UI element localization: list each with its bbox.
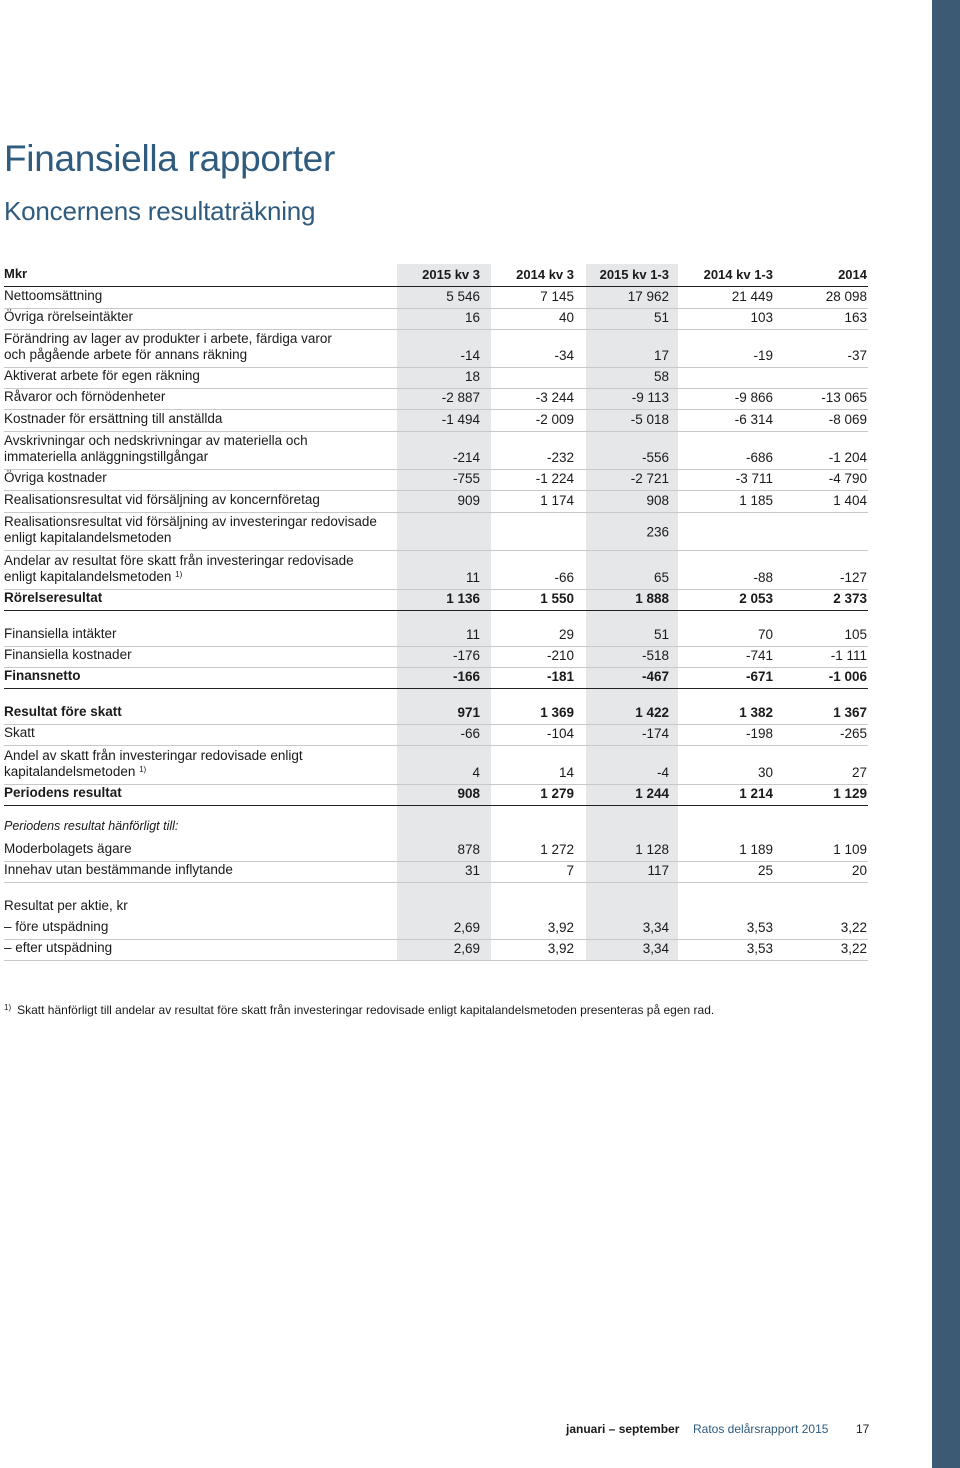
cell: -1 006 — [828, 669, 867, 684]
cell: 1 404 — [833, 493, 867, 508]
cell: -166 — [452, 669, 480, 684]
cell: -9 113 — [631, 390, 669, 405]
table-row-total — [4, 785, 868, 806]
cell: -2 721 — [630, 471, 669, 486]
cell: -3 711 — [735, 471, 773, 486]
footer-period: januari – september — [566, 1422, 680, 1436]
cell: 163 — [844, 310, 867, 325]
header-col: 2014 — [838, 267, 867, 282]
cell: 103 — [750, 310, 773, 325]
cell: -174 — [641, 726, 669, 741]
cell: -4 790 — [828, 471, 867, 486]
cell: 3,34 — [642, 920, 669, 935]
row-label: Periodens resultat — [4, 785, 122, 800]
row-label: Kostnader för ersättning till anställda — [4, 411, 223, 426]
cell: 16 — [464, 310, 480, 325]
cell: 14 — [558, 765, 574, 780]
section-caption — [4, 898, 868, 918]
cell: 17 962 — [627, 289, 669, 304]
footnote — [4, 1003, 714, 1017]
cell: -1 111 — [830, 648, 867, 663]
table-row — [4, 410, 868, 432]
cell: -232 — [546, 450, 574, 465]
cell: 3,22 — [840, 920, 867, 935]
table-row — [4, 513, 868, 551]
cell: 1 367 — [833, 705, 867, 720]
cell: 27 — [851, 765, 867, 780]
cell: -741 — [745, 648, 773, 663]
cell: -214 — [452, 450, 480, 465]
cell: 3,22 — [840, 941, 867, 956]
cell: 65 — [653, 570, 669, 585]
row-label: Aktiverat arbete för egen räkning — [4, 368, 200, 383]
row-label: Övriga kostnader — [4, 470, 107, 485]
row-label: Andel av skatt från investeringar redovisade enligt kapitalandelsmetoden $^{1)}$ — [4, 748, 303, 779]
page-title: Finansiella rapporter — [4, 138, 335, 179]
table-row — [4, 725, 868, 746]
row-label: – efter utspädning — [4, 940, 113, 955]
cell: 908 — [457, 786, 480, 801]
cell: -265 — [839, 726, 867, 741]
cell: 4 — [472, 765, 480, 780]
cell: -467 — [641, 669, 669, 684]
cell: -755 — [452, 471, 480, 486]
cell: -14 — [460, 348, 480, 363]
cell: -6 314 — [734, 412, 773, 427]
table-row-total — [4, 703, 868, 725]
cell: 908 — [646, 493, 669, 508]
footnote-mark: 1) — [4, 1003, 12, 1012]
header-col: 2014 kv 1-3 — [703, 267, 773, 282]
row-label: Finansnetto — [4, 668, 81, 683]
row-label: Innehav utan bestämmande inflytande — [4, 862, 233, 877]
cell: 1 279 — [540, 786, 574, 801]
cell: -66 — [554, 570, 574, 585]
cell: 51 — [653, 627, 669, 642]
cell: 2,69 — [453, 941, 480, 956]
cell: -88 — [753, 570, 773, 585]
row-label: Råvaror och förnödenheter — [4, 389, 166, 404]
cell: 236 — [646, 524, 669, 539]
table-header — [4, 264, 868, 287]
cell: 29 — [558, 627, 574, 642]
cell: -66 — [460, 726, 480, 741]
row-label: Resultat före skatt — [4, 704, 122, 719]
cell: -4 — [656, 765, 669, 780]
cell: 25 — [757, 863, 773, 878]
page-number: 17 — [856, 1422, 870, 1436]
cell: 1 189 — [739, 842, 773, 857]
cell: 3,92 — [547, 920, 574, 935]
cell: 3,53 — [746, 920, 773, 935]
cell: 1 185 — [739, 493, 773, 508]
table-row — [4, 551, 868, 590]
table-row — [4, 389, 868, 410]
header-col: 2015 kv 3 — [422, 267, 480, 282]
cell: -3 244 — [535, 390, 574, 405]
row-label: Realisationsresultat vid försäljning av koncernföretag — [4, 492, 320, 507]
cell: 5 546 — [446, 289, 480, 304]
row-label: Övriga rörelseintäkter — [4, 309, 134, 324]
cell: 51 — [653, 310, 669, 325]
cell: 28 098 — [825, 289, 867, 304]
cell: -176 — [452, 648, 480, 663]
cell: 7 — [566, 863, 574, 878]
cell: 11 — [465, 627, 480, 642]
cell: 1 550 — [540, 591, 574, 606]
cell: -37 — [847, 348, 867, 363]
row-label: Realisationsresultat vid försäljning av investeringar redovisade enligt kapitalandelsmetoden — [4, 514, 377, 545]
cell: -9 866 — [734, 390, 773, 405]
row-label: Resultat per aktie, kr — [4, 898, 128, 913]
cell: 878 — [457, 842, 480, 857]
table-row — [4, 919, 868, 940]
table-row — [4, 470, 868, 491]
cell: -127 — [839, 570, 867, 585]
cell: -1 224 — [535, 471, 574, 486]
table-row — [4, 840, 868, 862]
row-label: Moderbolagets ägare — [4, 841, 132, 856]
table-row — [4, 647, 868, 668]
footnote-ref: 1) — [175, 570, 183, 579]
cell: 2,69 — [453, 920, 480, 935]
cell: -1 494 — [441, 412, 480, 427]
table-row — [4, 625, 868, 647]
cell: -8 069 — [828, 412, 867, 427]
table-row — [4, 287, 868, 309]
cell: -13 065 — [821, 390, 867, 405]
cell: 20 — [851, 863, 867, 878]
cell: 40 — [558, 310, 574, 325]
cell: 70 — [757, 627, 773, 642]
row-label: – före utspädning — [4, 919, 109, 934]
cell: 17 — [653, 348, 669, 363]
page-subtitle: Koncernens resultaträkning — [4, 196, 316, 226]
cell: 1 888 — [635, 591, 669, 606]
table-row — [4, 368, 868, 389]
cell: 1 272 — [540, 842, 574, 857]
cell: 3,92 — [547, 941, 574, 956]
cell: -5 018 — [630, 412, 669, 427]
footnote-text: Skatt hänförligt till andelar av resultat före skatt från investeringar redovisade enligt kapitalandelsmetoden presenteras på egen rad. — [17, 1003, 715, 1017]
cell: 1 136 — [446, 591, 480, 606]
table-row — [4, 491, 868, 513]
cell: 3,53 — [746, 941, 773, 956]
cell: 2 373 — [833, 591, 867, 606]
table-row — [4, 862, 868, 883]
cell: 58 — [653, 369, 669, 384]
cell: -104 — [546, 726, 574, 741]
cell: -198 — [745, 726, 773, 741]
cell: -518 — [641, 648, 669, 663]
row-label: Rörelseresultat — [4, 590, 103, 605]
cell: 909 — [457, 493, 480, 508]
cell: -556 — [641, 450, 669, 465]
side-band — [932, 0, 960, 1468]
cell: -2 887 — [441, 390, 480, 405]
cell: 30 — [757, 765, 773, 780]
cell: 117 — [647, 863, 669, 878]
header-col: 2014 kv 3 — [516, 267, 574, 282]
table-row-total — [4, 668, 868, 689]
cell: 18 — [464, 369, 480, 384]
header-col: 2015 kv 1-3 — [599, 267, 669, 282]
table-row-total — [4, 590, 868, 611]
cell: 105 — [844, 627, 867, 642]
cell: 1 129 — [833, 786, 867, 801]
cell: -1 204 — [828, 450, 867, 465]
cell: 31 — [464, 863, 480, 878]
cell: -2 009 — [535, 412, 574, 427]
cell: -34 — [554, 348, 574, 363]
cell: -181 — [546, 669, 574, 684]
cell: -671 — [745, 669, 773, 684]
table-row — [4, 432, 868, 470]
row-label: Periodens resultat hänförligt till: — [4, 819, 179, 833]
cell: 7 145 — [540, 289, 574, 304]
table-row — [4, 746, 868, 785]
cell: 1 174 — [540, 493, 574, 508]
footer-document-title: Ratos delårsrapport 2015 — [693, 1422, 829, 1436]
row-label: Avskrivningar och nedskrivningar av materiella och immateriella anläggningstillgångar — [4, 433, 308, 464]
row-label: Finansiella kostnader — [4, 647, 132, 662]
cell: 1 109 — [833, 842, 867, 857]
table-row — [4, 309, 868, 330]
cell: -210 — [546, 648, 574, 663]
table-row — [4, 940, 868, 961]
cell: 1 382 — [739, 705, 773, 720]
row-label: Skatt — [4, 725, 35, 740]
cell: 1 128 — [635, 842, 669, 857]
cell: 1 214 — [739, 786, 773, 801]
cell: 11 — [465, 570, 480, 585]
header-unit: Mkr — [4, 266, 28, 281]
row-label: Förändring av lager av produkter i arbete, färdiga varor och pågående arbete för annans räkning — [4, 331, 332, 362]
cell: -686 — [745, 450, 773, 465]
row-label: Finansiella intäkter — [4, 626, 117, 641]
cell: 2 053 — [739, 591, 773, 606]
cell: 1 244 — [635, 786, 669, 801]
cell: -19 — [753, 348, 773, 363]
footnote-ref: 1) — [139, 765, 147, 774]
cell: 3,34 — [642, 941, 669, 956]
cell: 21 449 — [731, 289, 773, 304]
cell: 1 422 — [635, 705, 669, 720]
section-caption — [4, 818, 868, 838]
row-label: Andelar av resultat före skatt från investeringar redovisade enligt kapitalandelsmetoden $^{1)}$ — [4, 553, 354, 584]
cell: 971 — [457, 705, 480, 720]
row-label: Nettoomsättning — [4, 288, 103, 303]
table-row — [4, 330, 868, 368]
cell: 1 369 — [540, 705, 574, 720]
